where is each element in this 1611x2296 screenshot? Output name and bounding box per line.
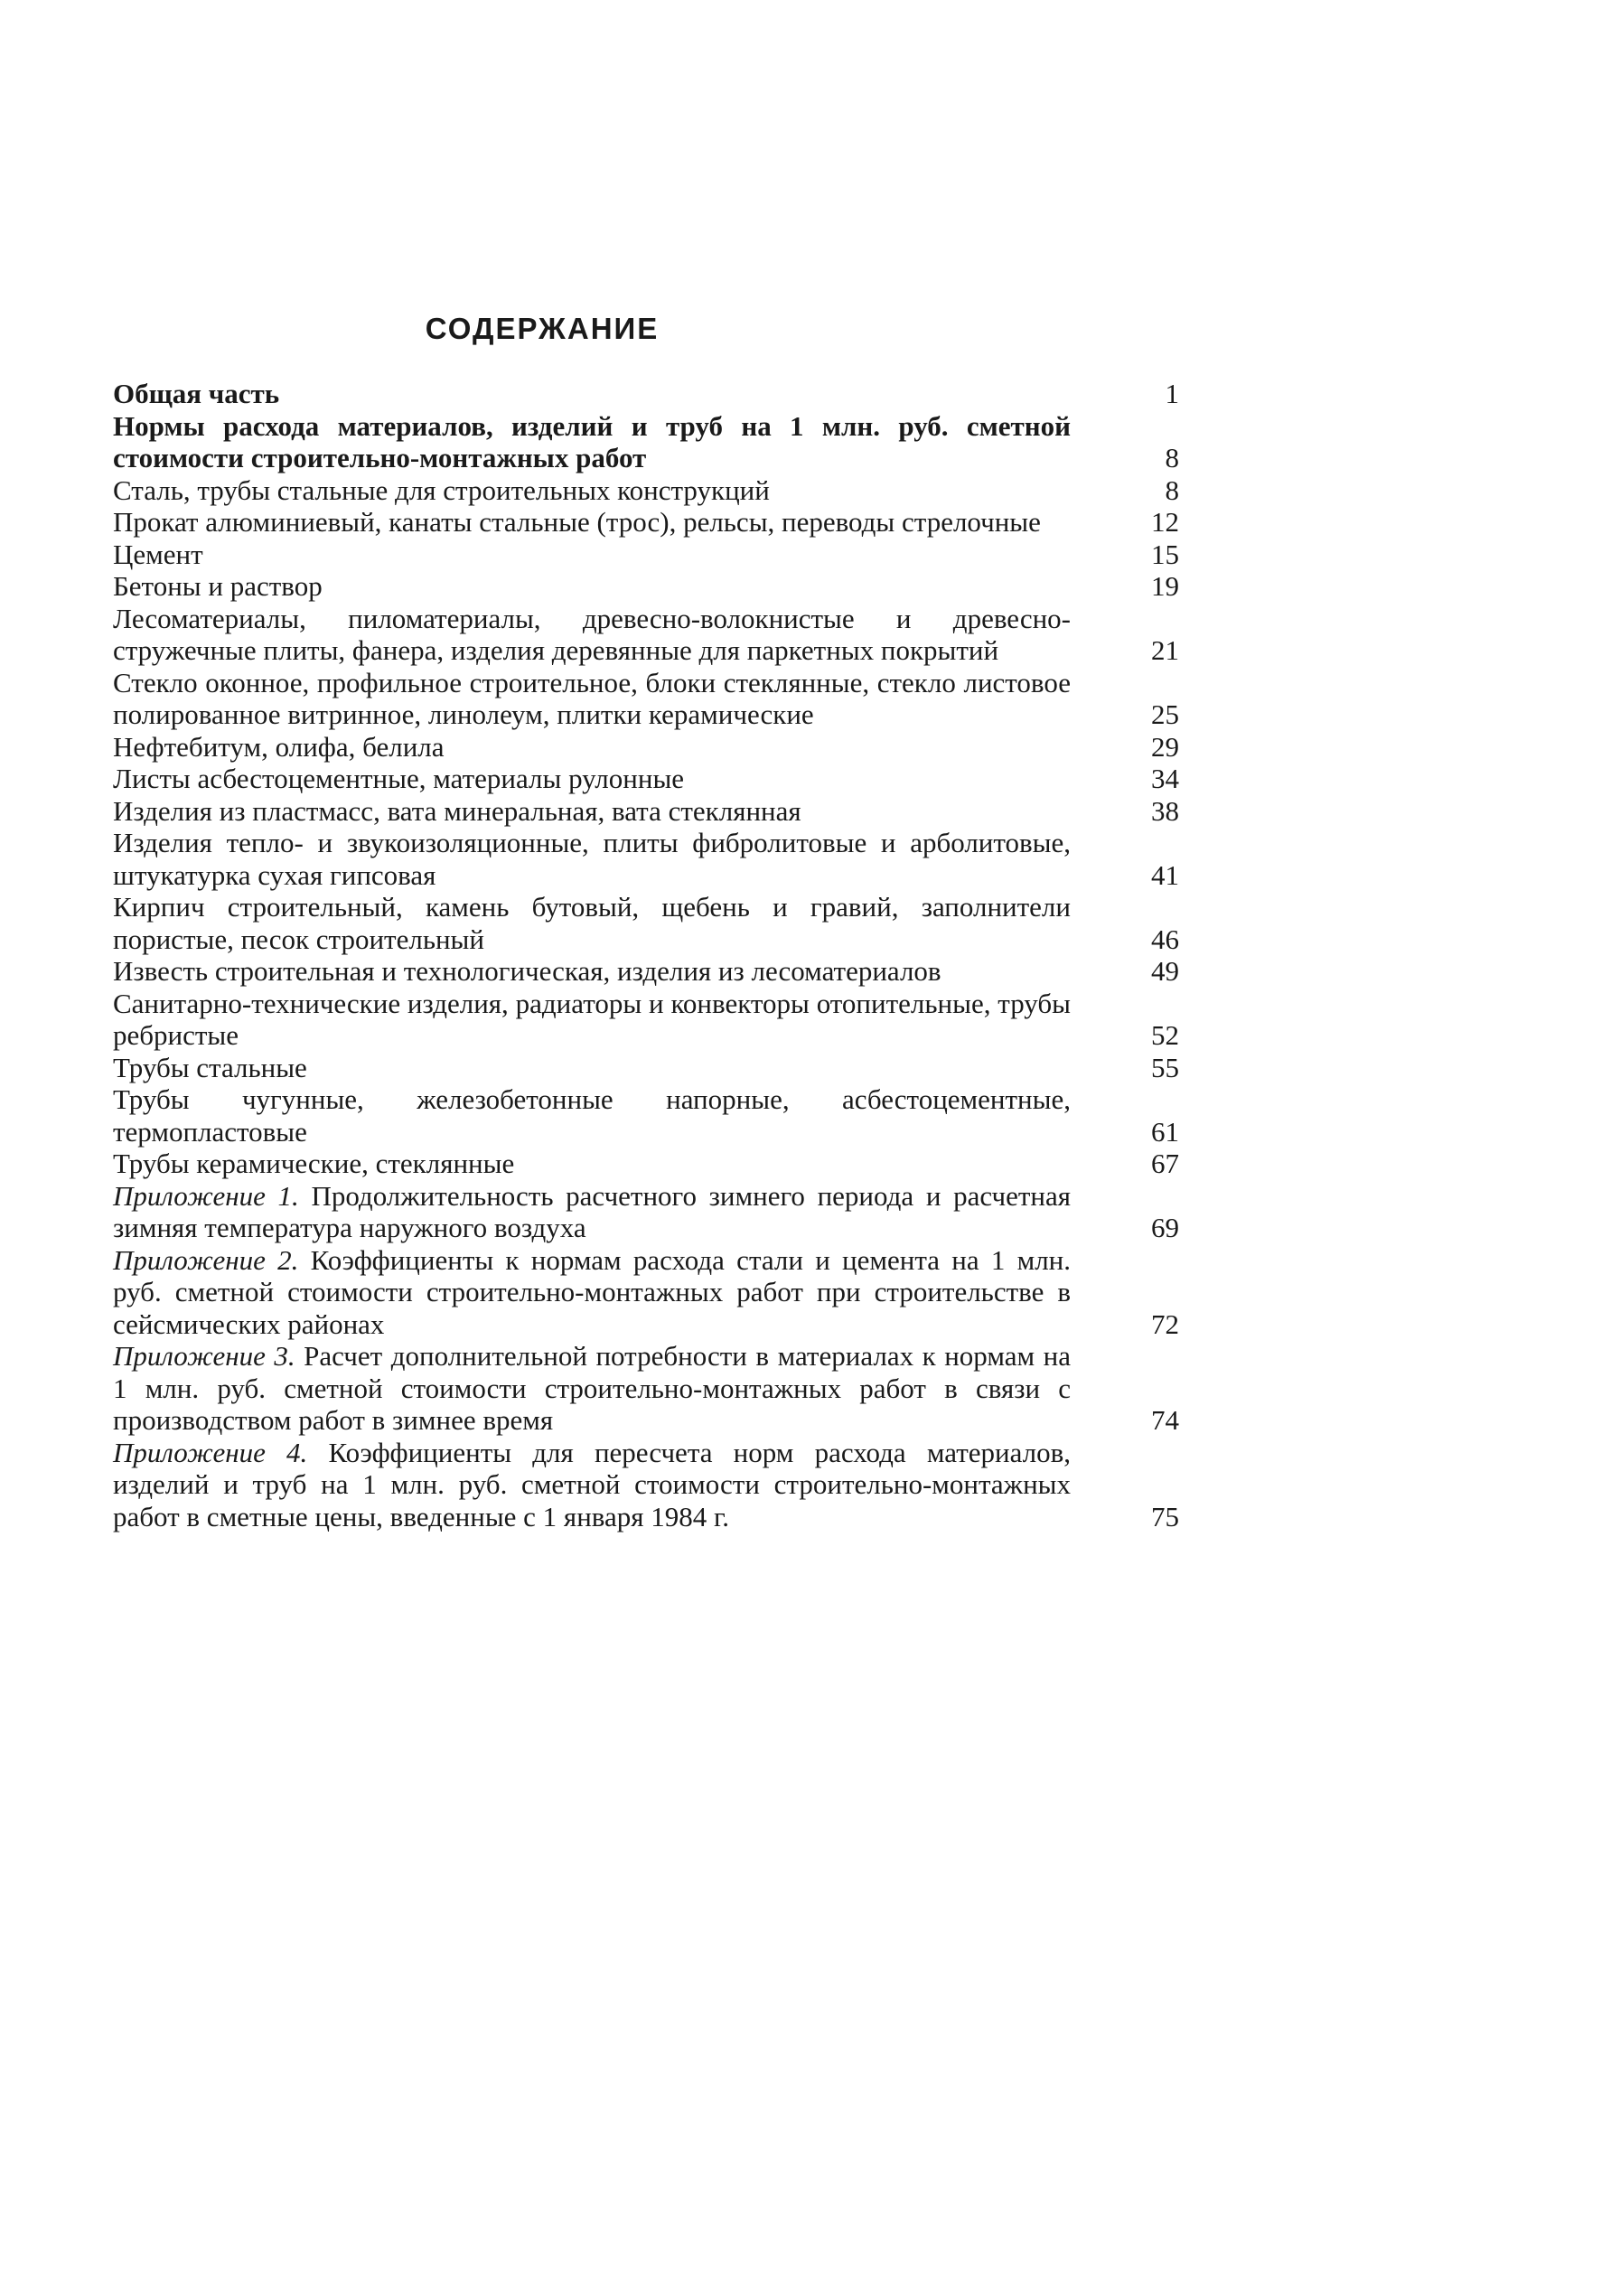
- toc-entry-text: [113, 1244, 1071, 1341]
- toc-page-number: 25: [1151, 698, 1179, 730]
- toc-page-number: 72: [1151, 1307, 1179, 1340]
- toc-entry-title: Прокат алюминиевый, канаты стальные (трос), рельсы, переводы стрелочные: [113, 506, 1041, 538]
- toc-page-number: 15: [1151, 538, 1179, 570]
- toc-entry: [113, 506, 1179, 539]
- toc-entry: [113, 1437, 1179, 1533]
- toc-entry-text: [113, 955, 1071, 988]
- toc-page-number: 67: [1151, 1148, 1179, 1179]
- appendix-label: Приложение 3.: [113, 1340, 295, 1372]
- toc-entry-text: [113, 731, 1071, 764]
- toc-entry: [113, 988, 1179, 1052]
- toc-entry-text: [113, 603, 1071, 667]
- toc-entry-text: [113, 763, 1071, 795]
- toc-entry: [113, 1180, 1179, 1244]
- toc-page-number: 21: [1151, 634, 1179, 666]
- toc-entry-text: [113, 1180, 1071, 1244]
- toc-entry: [113, 955, 1179, 988]
- toc-entry-title: Нормы расхода материалов, изделий и труб на 1 млн. руб. сметной стоимости строительно-монтажных работ: [113, 409, 1071, 473]
- toc-entry: [113, 731, 1179, 764]
- toc-page-number: 34: [1151, 763, 1179, 794]
- toc-entry: [113, 763, 1179, 795]
- toc-page-number: 75: [1151, 1500, 1179, 1532]
- toc-entry-title: Изделия из пластмасс, вата минеральная, вата стеклянная: [113, 794, 801, 827]
- toc-entry-text: [113, 506, 1071, 539]
- toc-entry-title: Трубы чугунные, железобетонные напорные, асбестоцементные, термопластовые: [113, 1083, 1071, 1148]
- toc-entry-title: Кирпич строительный, камень бутовый, щебень и гравий, заполнители пористые, песок строительный: [113, 891, 1071, 955]
- toc-page-number: 52: [1151, 1019, 1179, 1051]
- toc-entry-title: Лесоматериалы, пиломатериалы, древесно-волокнистые и древесно-стружечные плиты, фанера, изделия деревянные для паркетных покрытий: [113, 602, 1071, 666]
- toc-entry: [113, 570, 1179, 603]
- toc-entry: [113, 827, 1179, 891]
- toc-entry-text: [113, 474, 1071, 507]
- toc-entry-title: Бетоны и раствор: [113, 570, 323, 602]
- toc-entry-title: Санитарно-технические изделия, радиаторы и конвекторы отопительные, трубы ребристые: [113, 987, 1071, 1051]
- toc-entry: [113, 1244, 1179, 1341]
- toc-page-number: 19: [1151, 570, 1179, 602]
- toc-entry-text: [113, 570, 1071, 603]
- toc-entry-title: Продолжительность расчетного зимнего периода и расчетная зимняя температура наружного воздуха: [113, 1179, 1071, 1243]
- toc-entry-text: [113, 891, 1071, 955]
- appendix-label: Приложение 2.: [113, 1243, 299, 1276]
- toc-entry: [113, 410, 1179, 474]
- toc-page-number: 8: [1165, 442, 1179, 473]
- toc-page-number: 38: [1151, 794, 1179, 827]
- toc-entry-title: Известь строительная и технологическая, изделия из лесоматериалов: [113, 955, 941, 987]
- toc-entry-title: Нефтебитум, олифа, белила: [113, 730, 445, 763]
- toc-entry-text: [113, 539, 1071, 571]
- toc-entry-text: [113, 1148, 1071, 1180]
- toc-page-number: 46: [1151, 923, 1179, 955]
- toc-entry-text: [113, 1083, 1071, 1148]
- toc-entry: [113, 474, 1179, 507]
- toc-entry-title: Сталь, трубы стальные для строительных конструкций: [113, 473, 770, 506]
- toc-entry: [113, 1083, 1179, 1148]
- toc-page-number: 49: [1151, 955, 1179, 987]
- toc-entry-title: Стекло оконное, профильное строительное, блоки стеклянные, стекло листовое полированное витринное, линолеум, плитки керамические: [113, 666, 1071, 730]
- toc-entry-text: [113, 1437, 1071, 1533]
- toc-entry-title: Расчет дополнительной потребности в материалах к нормам на 1 млн. руб. сметной стоимости строительно-монтажных работ в связи с производством работ в зимнее время: [113, 1340, 1072, 1436]
- appendix-label: Приложение 4.: [113, 1436, 308, 1468]
- toc-entry-title: Коэффициенты для пересчета норм расхода материалов, изделий и труб на 1 млн. руб. сметной стоимости строительно-монтажных работ в сметные цены, введенные с 1 января 1984 г.: [113, 1436, 1072, 1532]
- toc-entry-text: [113, 795, 1071, 828]
- toc-entry: [113, 1148, 1179, 1180]
- toc-entry-text: [113, 1052, 1071, 1084]
- toc-entry-title: Цемент: [113, 538, 203, 570]
- page-title: СОДЕРЖАНИЕ: [425, 312, 660, 345]
- toc-entry-text: [113, 410, 1071, 474]
- appendix-label: Приложение 1.: [113, 1179, 299, 1212]
- toc-entry: [113, 1052, 1179, 1084]
- toc-entry-text: [113, 378, 1071, 410]
- toc-entry-title: Трубы керамические, стеклянные: [113, 1148, 515, 1179]
- toc-page-number: 61: [1151, 1115, 1179, 1148]
- table-of-contents: [113, 378, 1179, 1532]
- toc-entry: [113, 539, 1179, 571]
- toc-page-number: 12: [1151, 506, 1179, 538]
- toc-entry: [113, 667, 1179, 731]
- toc-entry: [113, 795, 1179, 828]
- toc-entry-text: [113, 827, 1071, 891]
- toc-page-number: 55: [1151, 1051, 1179, 1083]
- toc-page-number: 29: [1151, 730, 1179, 763]
- toc-entry: [113, 378, 1179, 410]
- toc-entry-text: [113, 1340, 1071, 1437]
- toc-page-number: 1: [1165, 378, 1179, 409]
- toc-entry-title: Общая часть: [113, 378, 280, 409]
- toc-entry-text: [113, 667, 1071, 731]
- toc-page-number: 8: [1165, 473, 1179, 506]
- toc-entry-title: Коэффициенты к нормам расхода стали и цемента на 1 млн. руб. сметной стоимости строительно-монтажных работ при строительстве в сейсмических районах: [113, 1243, 1072, 1340]
- toc-page-number: 74: [1151, 1404, 1179, 1436]
- toc-entry: [113, 1340, 1179, 1437]
- toc-entry-text: [113, 988, 1071, 1052]
- toc-entry-title: Трубы стальные: [113, 1051, 307, 1083]
- toc-entry: [113, 603, 1179, 667]
- toc-page-number: 41: [1151, 858, 1179, 891]
- toc-entry-title: Изделия тепло- и звукоизоляционные, плиты фибролитовые и арболитовые, штукатурка сухая гипсовая: [113, 827, 1071, 891]
- toc-entry: [113, 891, 1179, 955]
- toc-entry-title: Листы асбестоцементные, материалы рулонные: [113, 763, 685, 794]
- toc-page-number: 69: [1151, 1212, 1179, 1243]
